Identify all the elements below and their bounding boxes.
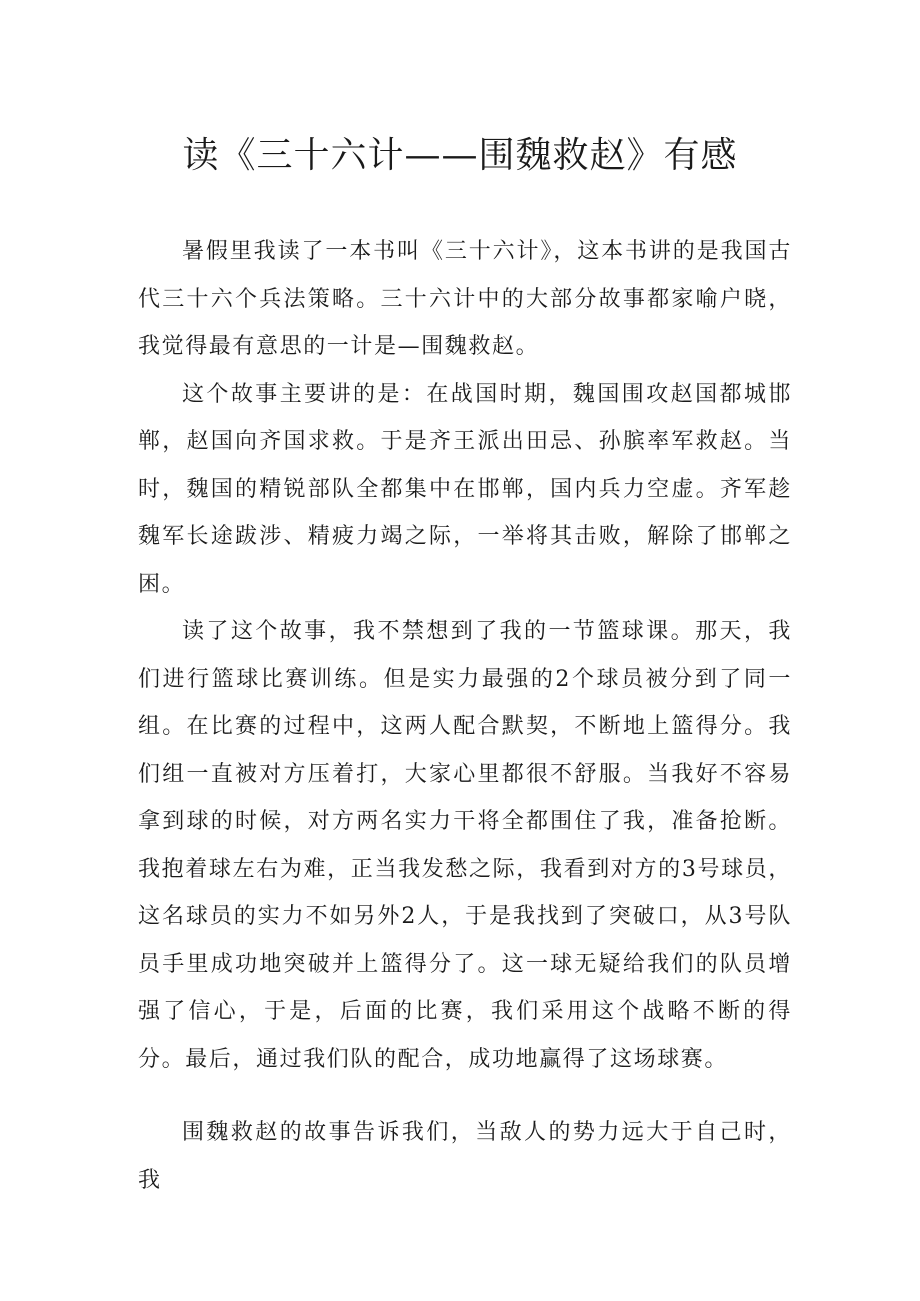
paragraph-4: 围魏救赵的故事告诉我们，当敌人的势力远大于自己时，我 — [138, 1120, 792, 1193]
paragraph-1: 暑假里我读了一本书叫《三十六计》，这本书讲的是我国古代三十六个兵法策略。三十六计中的大部分故事都家喻户晓，我觉得最有意思的一计是—围魏救赵。 — [138, 239, 792, 359]
paragraph-2: 这个故事主要讲的是：在战国时期，魏国围攻赵国都城邯郸，赵国向齐国求救。于是齐王派出田忌、孙膑率军救赵。当时，魏国的精锐部队全都集中在邯郸，国内兵力空虚。齐军趁魏军长途跋涉、精疲力竭之际，一举将其击败，解除了邯郸之困。 — [138, 381, 792, 597]
paragraph-3: 读了这个故事，我不禁想到了我的一节篮球课。那天，我们进行篮球比赛训练。但是实力最强的2个球员被分到了同一组。在比赛的过程中，这两人配合默契，不断地上篮得分。我们组一直被对方压着打，大家心里都很不舒服。当我好不容易拿到球的时候，对方两名实力干将全都围住了我，准备抢断。我抱着球左右为难，正当我发愁之际，我看到对方的3号球员，这名球员的实力不如另外2人，于是我找到了突破口，从3号队员手里成功地突破并上篮得分了。这一球无疑给我们的队员增强了信心，于是，后面的比赛，我们采用这个战略不断的得分。最后，通过我们队的配合，成功地赢得了这场球赛。 — [138, 619, 792, 1072]
document-body — [138, 228, 792, 1204]
document-title: 读《三十六计——围魏救赵》有感 — [182, 135, 738, 176]
